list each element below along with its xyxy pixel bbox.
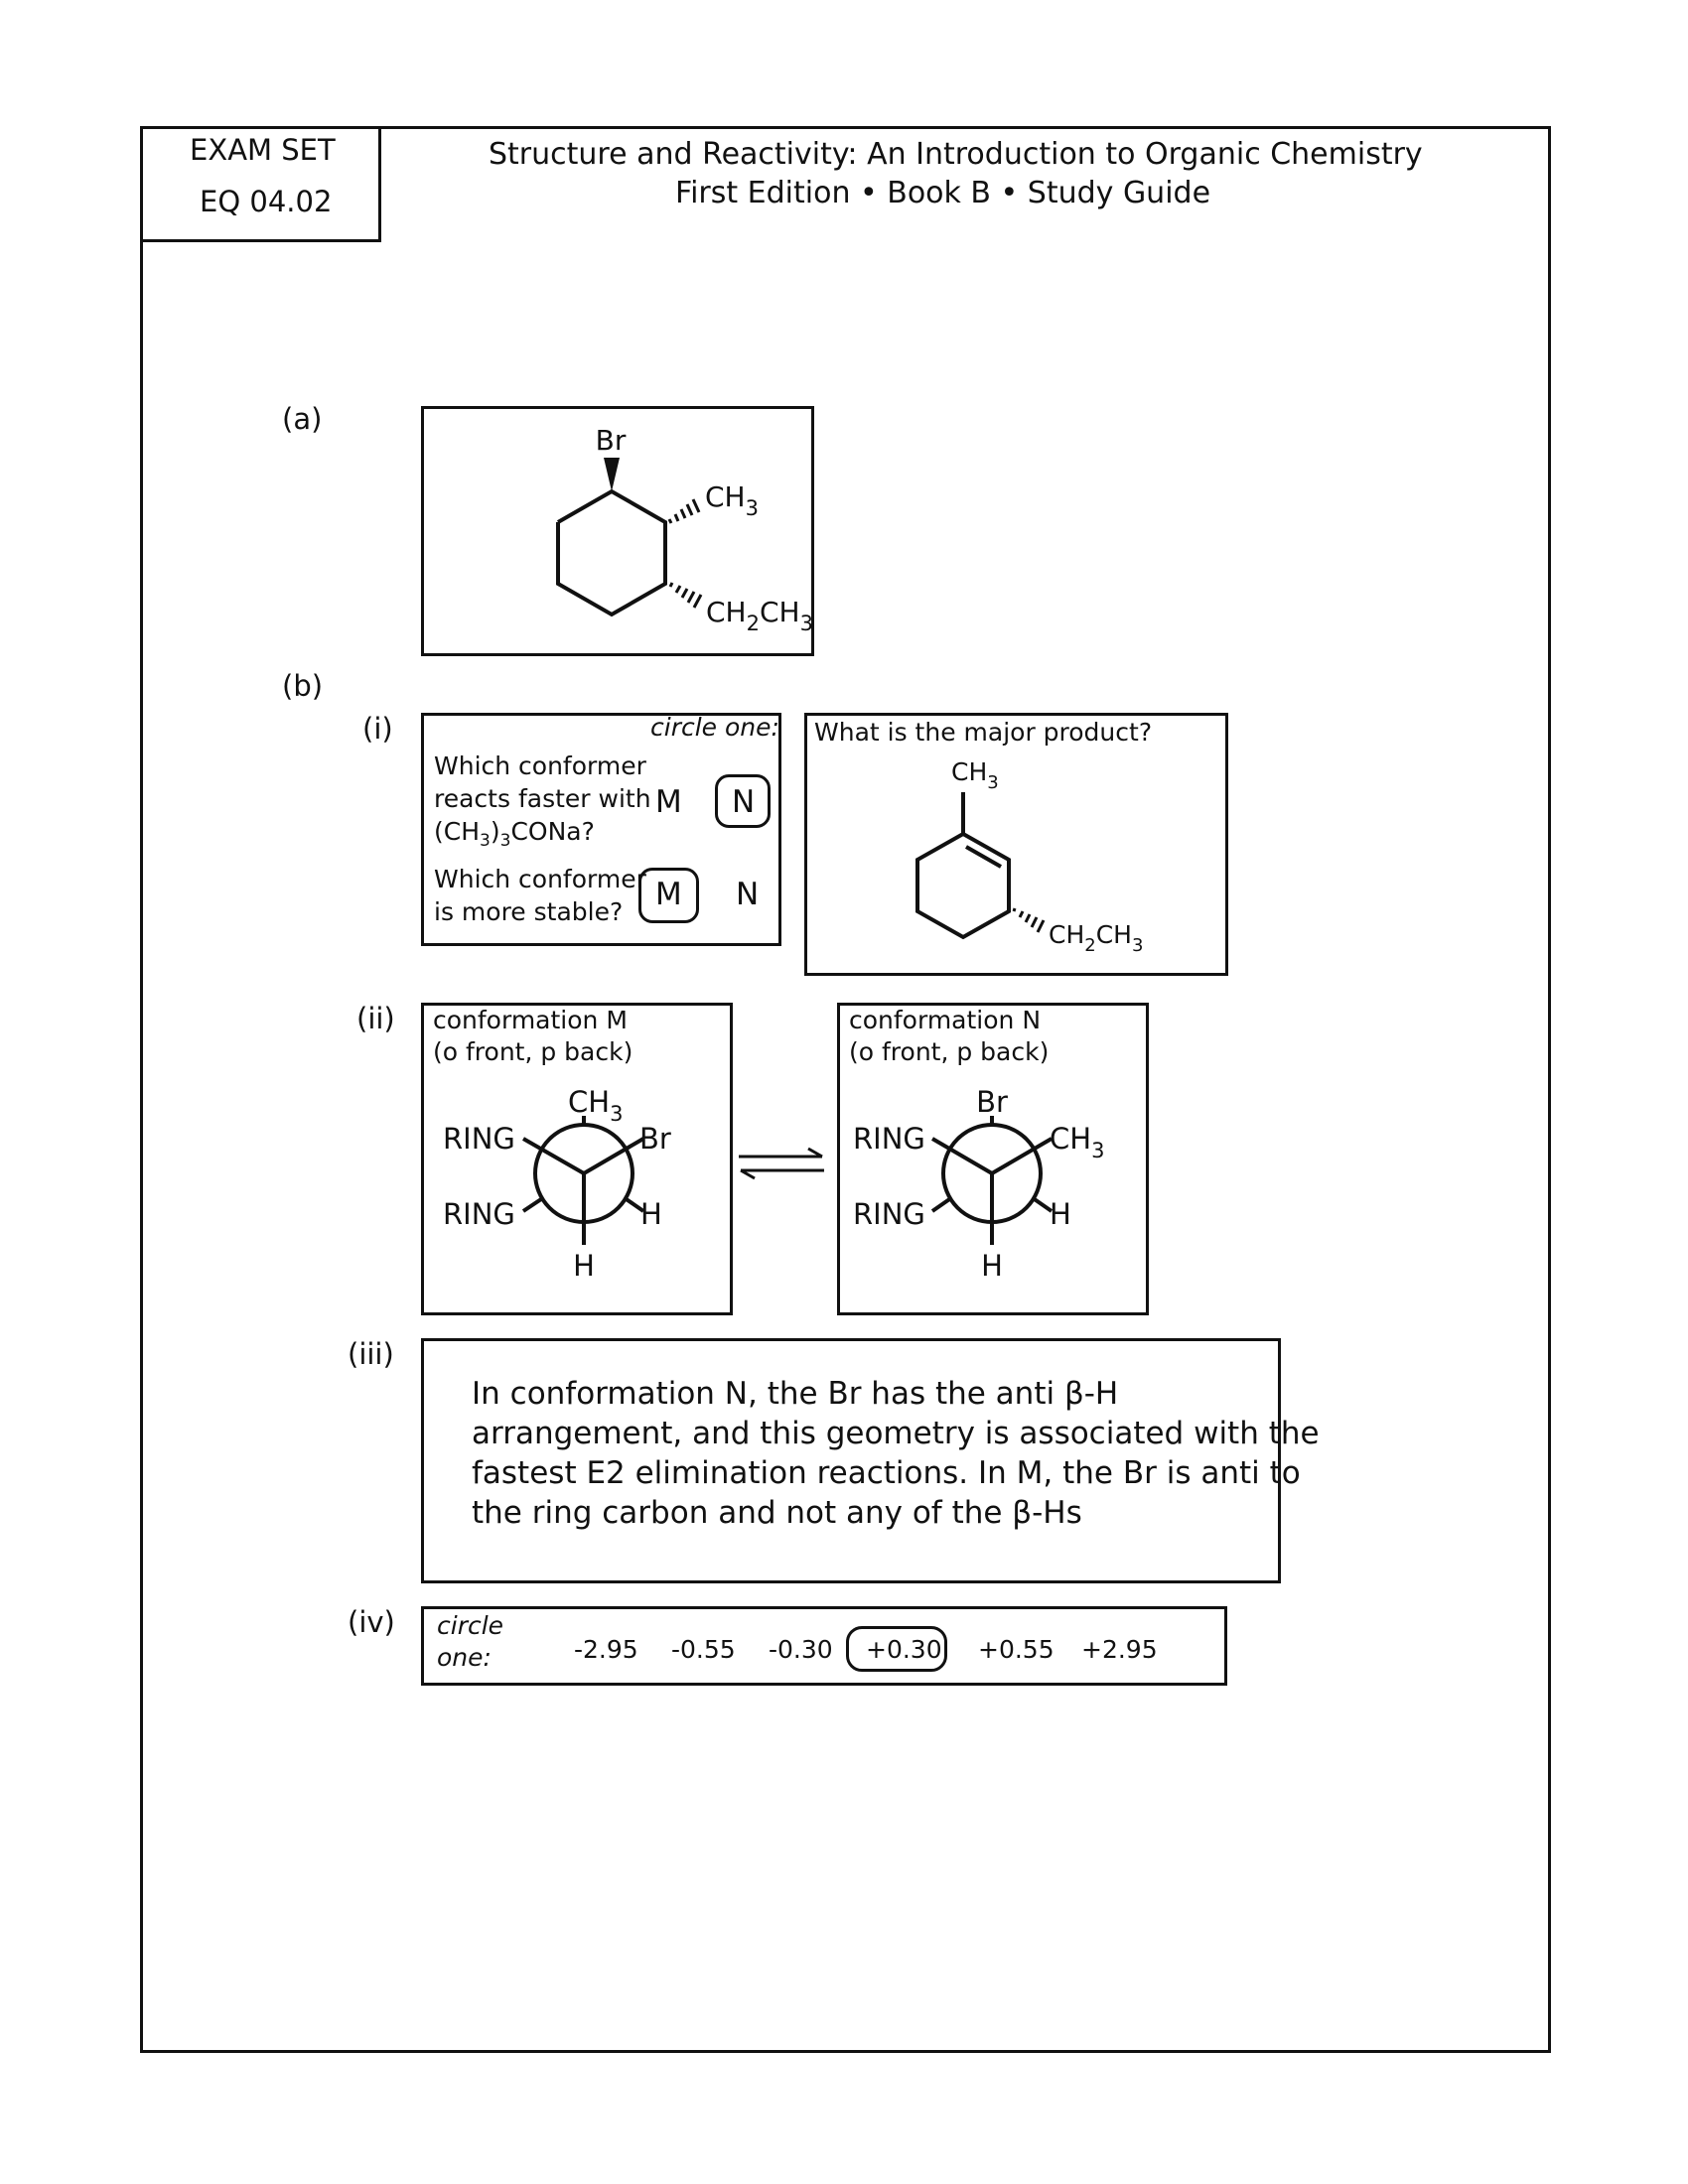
option-plus-2-95[interactable]: +2.95 bbox=[1081, 1635, 1158, 1664]
circle-one-line1: circle bbox=[437, 1611, 504, 1640]
n-bottom-label: H bbox=[981, 1249, 1003, 1283]
equilibrium-arrows bbox=[735, 1147, 829, 1180]
option-plus-0-55[interactable]: +0.55 bbox=[978, 1635, 1055, 1664]
option-minus-0-30[interactable]: -0.30 bbox=[769, 1635, 833, 1664]
part-b-iii-label: (iii) bbox=[348, 1337, 394, 1371]
q2-line1: Which conformer bbox=[434, 865, 646, 893]
m-upper-right-label: Br bbox=[639, 1122, 671, 1156]
q2-option-n[interactable]: N bbox=[736, 877, 760, 912]
n-lower-right-label: H bbox=[1050, 1197, 1071, 1231]
br-label: Br bbox=[595, 424, 627, 457]
part-a-structure bbox=[421, 406, 814, 656]
m-upper-left-label: RING bbox=[443, 1122, 515, 1156]
m-top-label: $CH_3$ bbox=[568, 1085, 624, 1126]
q1-line1: Which conformer bbox=[434, 751, 646, 780]
conformation-m-title: conformation M bbox=[433, 1006, 628, 1034]
option-plus-0-30[interactable]: +0.30 bbox=[866, 1635, 942, 1664]
conformation-m-subtitle: (o front, p back) bbox=[433, 1037, 633, 1066]
product-ethyl-label: $CH_2CH_3$ bbox=[1049, 920, 1144, 956]
book-title: Structure and Reactivity: An Introduction to Organic Chemistry bbox=[489, 137, 1423, 172]
m-lower-right-label: H bbox=[640, 1197, 662, 1231]
n-upper-left-label: RING bbox=[853, 1122, 925, 1156]
explanation-line1: In conformation N, the Br has the anti β-H bbox=[472, 1376, 1119, 1412]
m-lower-left-label: RING bbox=[443, 1197, 515, 1231]
methyl-label: $CH_3$ bbox=[705, 480, 759, 520]
conformation-n-title: conformation N bbox=[849, 1006, 1042, 1034]
circle-one-label: circle one: bbox=[650, 713, 779, 742]
product-question: What is the major product? bbox=[814, 718, 1153, 747]
q1-line3: $(CH_3)_3CONa$? bbox=[434, 817, 595, 851]
newman-projection-m bbox=[421, 1003, 733, 1315]
option-minus-2-95[interactable]: -2.95 bbox=[574, 1635, 638, 1664]
n-lower-left-label: RING bbox=[853, 1197, 925, 1231]
part-b-label: (b) bbox=[282, 669, 324, 703]
n-top-label: Br bbox=[976, 1085, 1008, 1119]
q1-option-n[interactable]: N bbox=[732, 784, 756, 820]
n-upper-right-label: $CH_3$ bbox=[1050, 1122, 1105, 1162]
m-bottom-label: H bbox=[573, 1249, 595, 1283]
q2-line2: is more stable? bbox=[434, 897, 624, 926]
major-product-structure bbox=[804, 713, 1228, 976]
exam-set-label: EXAM SET bbox=[190, 133, 336, 167]
part-a-label: (a) bbox=[282, 402, 323, 436]
product-methyl-label: $CH_3$ bbox=[951, 757, 999, 793]
option-minus-0-55[interactable]: -0.55 bbox=[671, 1635, 736, 1664]
explanation-line3: fastest E2 elimination reactions. In M, the Br is anti to bbox=[472, 1455, 1301, 1491]
ethyl-label: $CH_2CH_3$ bbox=[706, 596, 813, 635]
explanation-line4: the ring carbon and not any of the β-Hs bbox=[472, 1495, 1082, 1531]
explanation-line2: arrangement, and this geometry is associated with the bbox=[472, 1416, 1320, 1451]
q1-option-m[interactable]: M bbox=[655, 784, 682, 820]
edition-line: First Edition • Book B • Study Guide bbox=[675, 176, 1211, 210]
part-b-iv-label: (iv) bbox=[348, 1605, 395, 1639]
newman-projection-n bbox=[837, 1003, 1149, 1315]
part-b-i-label: (i) bbox=[362, 712, 393, 746]
part-b-ii-label: (ii) bbox=[356, 1002, 395, 1035]
exam-code: EQ 04.02 bbox=[200, 185, 333, 218]
q1-line2: reacts faster with bbox=[434, 784, 651, 813]
circle-one-line2: one: bbox=[437, 1643, 492, 1672]
q2-option-m[interactable]: M bbox=[655, 877, 682, 912]
conformation-n-subtitle: (o front, p back) bbox=[849, 1037, 1050, 1066]
